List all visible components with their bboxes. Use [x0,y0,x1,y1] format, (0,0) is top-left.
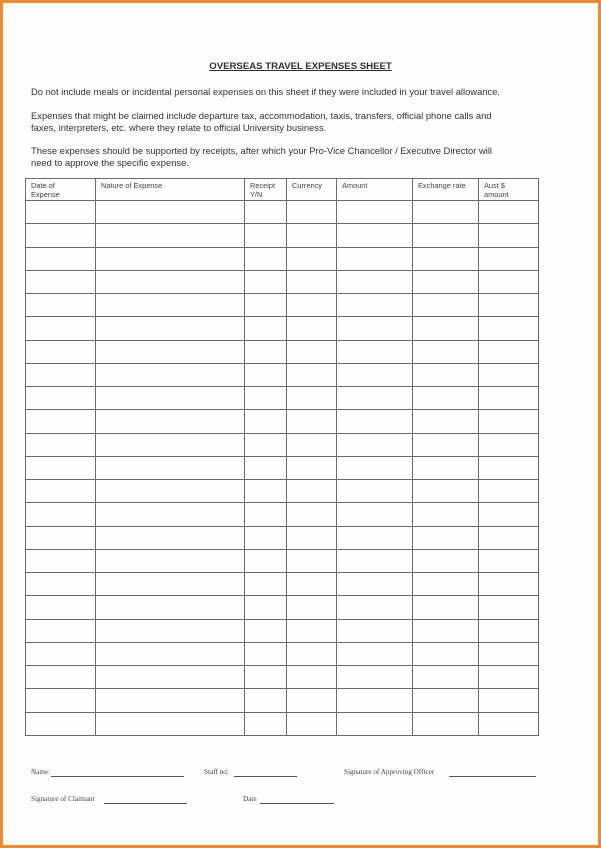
column-header-aust-amount: Aust $ amount [479,179,539,201]
cell-date[interactable] [26,294,96,317]
cell-exchange-rate[interactable] [413,573,479,596]
cell-exchange-rate[interactable] [413,387,479,410]
table-row [26,317,539,340]
cell-exchange-rate[interactable] [413,340,479,363]
cell-receipt[interactable] [245,387,287,410]
cell-amount[interactable] [337,270,413,293]
cell-currency[interactable] [287,410,337,433]
cell-aust-amount[interactable] [479,247,539,270]
cell-nature[interactable] [96,666,245,689]
cell-date[interactable] [26,619,96,642]
cell-currency[interactable] [287,224,337,247]
cell-nature[interactable] [96,201,245,224]
cell-date[interactable] [26,596,96,619]
cell-amount[interactable] [337,387,413,410]
cell-aust-amount[interactable] [479,573,539,596]
cell-aust-amount[interactable] [479,596,539,619]
cell-amount[interactable] [337,596,413,619]
cell-nature[interactable] [96,317,245,340]
cell-exchange-rate[interactable] [413,201,479,224]
cell-exchange-rate[interactable] [413,619,479,642]
cell-amount[interactable] [337,247,413,270]
cell-nature[interactable] [96,549,245,572]
cell-date[interactable] [26,503,96,526]
table-row [26,666,539,689]
cell-currency[interactable] [287,666,337,689]
cell-receipt[interactable] [245,573,287,596]
cell-exchange-rate[interactable] [413,480,479,503]
cell-aust-amount[interactable] [479,666,539,689]
cell-currency[interactable] [287,363,337,386]
table-row [26,224,539,247]
table-row [26,596,539,619]
table-row [26,689,539,712]
cell-currency[interactable] [287,549,337,572]
cell-amount[interactable] [337,480,413,503]
cell-exchange-rate[interactable] [413,294,479,317]
cell-currency[interactable] [287,270,337,293]
cell-amount[interactable] [337,526,413,549]
column-header-exchange-rate: Exchange rate [413,179,479,201]
cell-date[interactable] [26,224,96,247]
cell-receipt[interactable] [245,294,287,317]
table-row [26,480,539,503]
cell-aust-amount[interactable] [479,689,539,712]
cell-date[interactable] [26,689,96,712]
cell-currency[interactable] [287,526,337,549]
cell-aust-amount[interactable] [479,619,539,642]
cell-nature[interactable] [96,712,245,735]
cell-nature[interactable] [96,433,245,456]
table-row [26,201,539,224]
cell-amount[interactable] [337,549,413,572]
cell-exchange-rate[interactable] [413,526,479,549]
cell-nature[interactable] [96,270,245,293]
cell-aust-amount[interactable] [479,363,539,386]
cell-amount[interactable] [337,224,413,247]
cell-currency[interactable] [287,340,337,363]
instruction-meals [31,86,551,98]
cell-currency[interactable] [287,387,337,410]
cell-aust-amount[interactable] [479,294,539,317]
cell-nature[interactable] [96,689,245,712]
cell-nature[interactable] [96,480,245,503]
cell-amount[interactable] [337,201,413,224]
cell-amount[interactable] [337,317,413,340]
cell-nature[interactable] [96,294,245,317]
cell-nature[interactable] [96,247,245,270]
expenses-table [25,178,539,736]
cell-receipt[interactable] [245,247,287,270]
cell-amount[interactable] [337,642,413,665]
cell-receipt[interactable] [245,270,287,293]
table-row [26,387,539,410]
column-header-currency: Currency [287,179,337,201]
cell-exchange-rate[interactable] [413,712,479,735]
cell-date[interactable] [26,480,96,503]
cell-nature[interactable] [96,503,245,526]
cell-receipt[interactable] [245,526,287,549]
cell-amount[interactable] [337,712,413,735]
cell-amount[interactable] [337,503,413,526]
cell-amount[interactable] [337,433,413,456]
cell-nature[interactable] [96,387,245,410]
cell-amount[interactable] [337,410,413,433]
cell-aust-amount[interactable] [479,387,539,410]
cell-aust-amount[interactable] [479,410,539,433]
cell-receipt[interactable] [245,619,287,642]
cell-amount[interactable] [337,573,413,596]
cell-currency[interactable] [287,247,337,270]
cell-aust-amount[interactable] [479,317,539,340]
cell-amount[interactable] [337,363,413,386]
cell-nature[interactable] [96,456,245,479]
cell-date[interactable] [26,247,96,270]
instruction-claimable-expenses [31,110,551,135]
cell-aust-amount[interactable] [479,503,539,526]
cell-currency[interactable] [287,317,337,340]
cell-currency[interactable] [287,573,337,596]
cell-exchange-rate[interactable] [413,410,479,433]
instruction-receipts [31,145,551,170]
cell-aust-amount[interactable] [479,270,539,293]
table-row [26,340,539,363]
cell-nature[interactable] [96,224,245,247]
column-header-nature: Nature of Expense [96,179,245,201]
cell-currency[interactable] [287,201,337,224]
table-row [26,363,539,386]
cell-aust-amount[interactable] [479,480,539,503]
instruction-line: Expenses that might be claimed include departure tax, accommodation, taxis, transfers, official phone calls and [31,110,492,121]
cell-date[interactable] [26,573,96,596]
cell-date[interactable] [26,410,96,433]
name-field-line[interactable] [51,776,184,777]
table-row [26,456,539,479]
cell-aust-amount[interactable] [479,642,539,665]
instruction-line: need to approve the specific expense. [31,157,189,169]
cell-exchange-rate[interactable] [413,317,479,340]
cell-nature[interactable] [96,573,245,596]
cell-date[interactable] [26,456,96,479]
cell-receipt[interactable] [245,666,287,689]
cell-date[interactable] [26,340,96,363]
cell-exchange-rate[interactable] [413,363,479,386]
cell-date[interactable] [26,270,96,293]
cell-date[interactable] [26,317,96,340]
cell-amount[interactable] [337,456,413,479]
cell-currency[interactable] [287,503,337,526]
cell-nature[interactable] [96,619,245,642]
cell-receipt[interactable] [245,363,287,386]
cell-exchange-rate[interactable] [413,549,479,572]
cell-nature[interactable] [96,410,245,433]
table-row [26,410,539,433]
approving-officer-signature-line[interactable] [449,776,536,777]
cell-amount[interactable] [337,666,413,689]
cell-currency[interactable] [287,433,337,456]
cell-currency[interactable] [287,294,337,317]
table-header-row [26,179,539,201]
instruction-line: Do not include meals or incidental personal expenses on this sheet if they were included in your travel allowance. [31,86,501,97]
table-row [26,503,539,526]
cell-aust-amount[interactable] [479,224,539,247]
table-row [26,294,539,317]
cell-amount[interactable] [337,689,413,712]
cell-nature[interactable] [96,526,245,549]
cell-exchange-rate[interactable] [413,642,479,665]
cell-aust-amount[interactable] [479,456,539,479]
name-label: Name: [31,768,51,776]
table-row [26,433,539,456]
cell-nature[interactable] [96,340,245,363]
cell-exchange-rate[interactable] [413,433,479,456]
cell-receipt[interactable] [245,317,287,340]
cell-exchange-rate[interactable] [413,666,479,689]
cell-currency[interactable] [287,619,337,642]
cell-exchange-rate[interactable] [413,224,479,247]
cell-exchange-rate[interactable] [413,596,479,619]
cell-aust-amount[interactable] [479,433,539,456]
table-row [26,526,539,549]
cell-date[interactable] [26,549,96,572]
cell-currency[interactable] [287,712,337,735]
cell-amount[interactable] [337,340,413,363]
column-header-date: Date of Expense [26,179,96,201]
table-row [26,642,539,665]
table-row [26,549,539,572]
cell-currency[interactable] [287,596,337,619]
cell-exchange-rate[interactable] [413,503,479,526]
cell-aust-amount[interactable] [479,526,539,549]
document-title: OVERSEAS TRAVEL EXPENSES SHEET [209,61,392,72]
cell-receipt[interactable] [245,201,287,224]
cell-date[interactable] [26,433,96,456]
table-row [26,247,539,270]
column-header-receipt: Receipt Y/N [245,179,287,201]
staff-no-field-line[interactable] [234,776,297,777]
cell-date[interactable] [26,201,96,224]
cell-exchange-rate[interactable] [413,689,479,712]
cell-date[interactable] [26,712,96,735]
column-header-amount: Amount [337,179,413,201]
table-row [26,712,539,735]
cell-currency[interactable] [287,642,337,665]
table-row [26,270,539,293]
cell-currency[interactable] [287,456,337,479]
cell-receipt[interactable] [245,410,287,433]
cell-amount[interactable] [337,619,413,642]
cell-exchange-rate[interactable] [413,456,479,479]
cell-aust-amount[interactable] [479,712,539,735]
cell-date[interactable] [26,526,96,549]
cell-nature[interactable] [96,363,245,386]
staff-no-label: Staff no: [204,768,229,776]
table-row [26,573,539,596]
claimant-label: Signature of Claimant [31,795,95,803]
date-label: Date [243,795,257,803]
cell-aust-amount[interactable] [479,549,539,572]
instruction-line: faxes, interpreters, etc. where they relate to official University business. [31,122,327,134]
cell-aust-amount[interactable] [479,340,539,363]
cell-amount[interactable] [337,294,413,317]
cell-exchange-rate[interactable] [413,270,479,293]
cell-receipt[interactable] [245,224,287,247]
cell-aust-amount[interactable] [479,201,539,224]
cell-date[interactable] [26,642,96,665]
date-field-line[interactable] [260,803,334,804]
cell-receipt[interactable] [245,480,287,503]
cell-date[interactable] [26,666,96,689]
cell-currency[interactable] [287,689,337,712]
cell-receipt[interactable] [245,433,287,456]
cell-receipt[interactable] [245,596,287,619]
table-row [26,619,539,642]
cell-receipt[interactable] [245,549,287,572]
cell-receipt[interactable] [245,456,287,479]
cell-date[interactable] [26,387,96,410]
cell-currency[interactable] [287,480,337,503]
cell-nature[interactable] [96,596,245,619]
cell-receipt[interactable] [245,642,287,665]
instruction-line: These expenses should be supported by receipts, after which your Pro-Vice Chancellor / Executive Director will [31,145,492,156]
cell-receipt[interactable] [245,689,287,712]
cell-date[interactable] [26,363,96,386]
cell-receipt[interactable] [245,712,287,735]
cell-receipt[interactable] [245,340,287,363]
document-page [3,3,598,845]
cell-receipt[interactable] [245,503,287,526]
cell-exchange-rate[interactable] [413,247,479,270]
cell-nature[interactable] [96,642,245,665]
claimant-signature-line[interactable] [104,803,187,804]
approving-officer-label: Signature of Approving Officer [344,768,435,776]
